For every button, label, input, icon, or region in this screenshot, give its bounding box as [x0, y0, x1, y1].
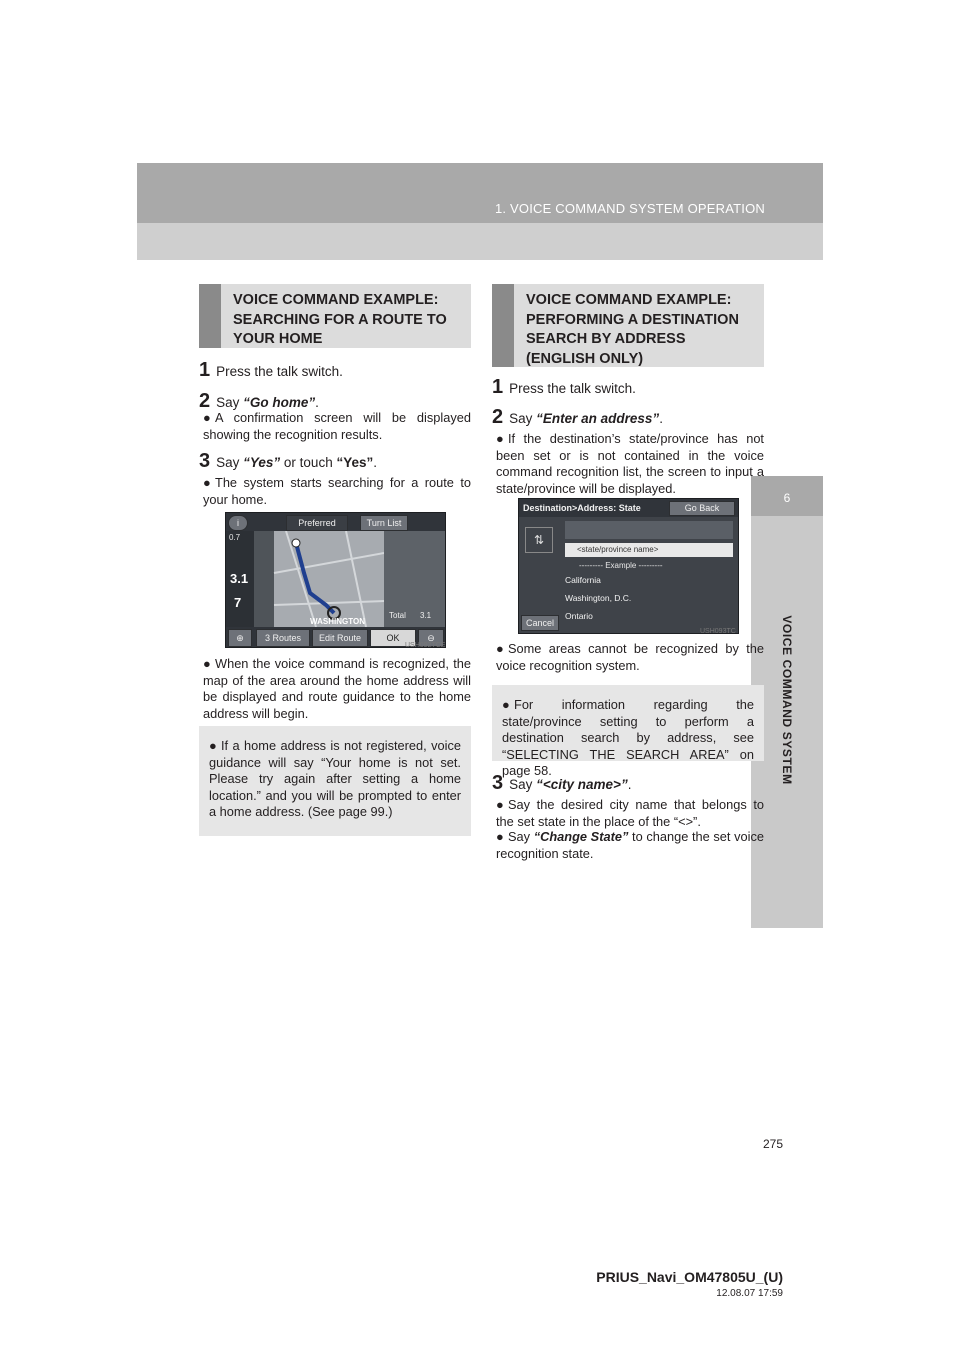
chapter-number: 6 — [783, 491, 791, 505]
example-item: Washington, D.C. — [565, 593, 632, 603]
zoom-in-icon: ⊕ — [236, 633, 244, 643]
left-step-2: 2 Say “Go home”. — [199, 390, 319, 412]
right-section-title: VOICE COMMAND EXAMPLE: PERFORMING A DESTINATION SEARCH BY ADDRESS (ENGLISH ONLY) — [526, 292, 739, 367]
bullet-icon: ● — [502, 697, 510, 712]
total-value: 3.1 — [420, 611, 432, 620]
ok-button[interactable]: OK — [370, 629, 416, 647]
side-tab-label: VOICE COMMAND SYSTEM — [780, 615, 794, 785]
left-step-3: 3 Say “Yes” or touch “Yes”. — [199, 450, 377, 472]
distance-main: 3.1 — [230, 571, 249, 586]
map-city-label: WASHINGTON — [310, 617, 365, 626]
example-item: Ontario — [565, 611, 593, 621]
preferred-button[interactable]: Preferred — [286, 515, 348, 531]
bullet-icon: ● — [203, 656, 211, 671]
page-number: 275 — [762, 1137, 783, 1151]
example-divider: --------- Example --------- — [579, 561, 663, 570]
document-timestamp: 12.08.07 17:59 — [716, 1288, 783, 1299]
placeholder-text: <state/province name> — [577, 545, 659, 554]
route-map-screenshot — [225, 512, 446, 648]
left-note-box — [199, 726, 471, 836]
bullet-icon: ● — [496, 829, 504, 844]
info-button[interactable] — [228, 515, 248, 531]
zoom-in-button[interactable] — [228, 629, 252, 647]
voice-icon: ⇅ — [525, 527, 553, 553]
right-step-3: 3 Say “<city name>”. — [492, 772, 632, 794]
left-note: ● If a home address is not registered, voice guidance will say “Your home is not set. Please try again after setting a home location.” and you will be prompted to enter a home address. (See page 99.) — [209, 738, 461, 819]
bullet-icon: ● — [496, 797, 504, 812]
screenshot-code: USH093TC — [700, 628, 736, 635]
total-label: Total — [389, 611, 406, 620]
right-step-1: 1 Press the talk switch. — [492, 376, 636, 398]
screen-title: Destination>Address: State — [523, 503, 641, 513]
route-map — [226, 513, 445, 647]
section-header-bar — [199, 284, 221, 348]
bullet-icon: ● — [496, 641, 504, 656]
bullet-icon: ● — [209, 738, 217, 753]
right-bullet-4: ● Say “Change State” to change the set voice recognition state. — [496, 829, 764, 861]
right-note-box — [492, 685, 764, 778]
right-bullet-3: ● Say the desired city name that belongs to the set state in the place of the “<>”. — [496, 797, 764, 829]
right-note: ● For information regarding the state/province setting to perform a destination search by address, see “SELECTING THE SEARCH AREA” on page 58. — [502, 697, 754, 778]
right-section-header — [492, 284, 764, 367]
bullet-icon: ● — [496, 431, 504, 446]
go-back-button[interactable]: Go Back — [669, 501, 735, 516]
left-bullet-2: ● The system starts searching for a route to your home. — [203, 475, 471, 507]
three-routes-button[interactable]: 3 Routes — [256, 629, 310, 647]
section-header-bar — [492, 284, 514, 367]
bullet-icon: ● — [203, 410, 211, 425]
right-bullet-2: ● Some areas cannot be recognized by the voice recognition system. — [496, 641, 764, 673]
left-bullet-1: ● A confirmation screen will be displayed showing the recognition results. — [203, 410, 471, 442]
bullet-icon: ● — [203, 475, 211, 490]
right-step-2: 2 Say “Enter an address”. — [492, 406, 663, 428]
distance-sub: 7 — [234, 595, 242, 610]
screen-input-area — [565, 521, 733, 539]
cancel-button[interactable]: Cancel — [521, 615, 559, 631]
distance-top: 0.7 — [229, 533, 241, 542]
state-input-screenshot — [518, 498, 739, 634]
example-item: California — [565, 575, 601, 585]
right-bullet-1: ● If the destination’s state/province has not been set or is not contained in the voice command recognition list, the screen to input a state/province will be displayed. — [496, 431, 764, 496]
chapter-heading: 1. VOICE COMMAND SYSTEM OPERATION — [494, 201, 765, 216]
info-icon: i — [237, 518, 239, 528]
edit-route-button[interactable]: Edit Route — [312, 629, 368, 647]
left-section-title: VOICE COMMAND EXAMPLE: SEARCHING FOR A ROUTE TO YOUR HOME — [233, 292, 447, 347]
left-section-header — [199, 284, 471, 348]
zoom-out-icon: ⊖ — [427, 633, 435, 643]
document-id: PRIUS_Navi_OM47805U_(U) — [596, 1269, 783, 1285]
screenshot-code: USH092TCE — [405, 642, 446, 649]
turn-list-button[interactable]: Turn List — [360, 515, 408, 531]
left-bullet-3: ● When the voice command is recognized, the map of the area around the home address will be displayed and route guidance to the home address will begin. — [203, 656, 471, 721]
left-step-1: 1 Press the talk switch. — [199, 359, 343, 381]
